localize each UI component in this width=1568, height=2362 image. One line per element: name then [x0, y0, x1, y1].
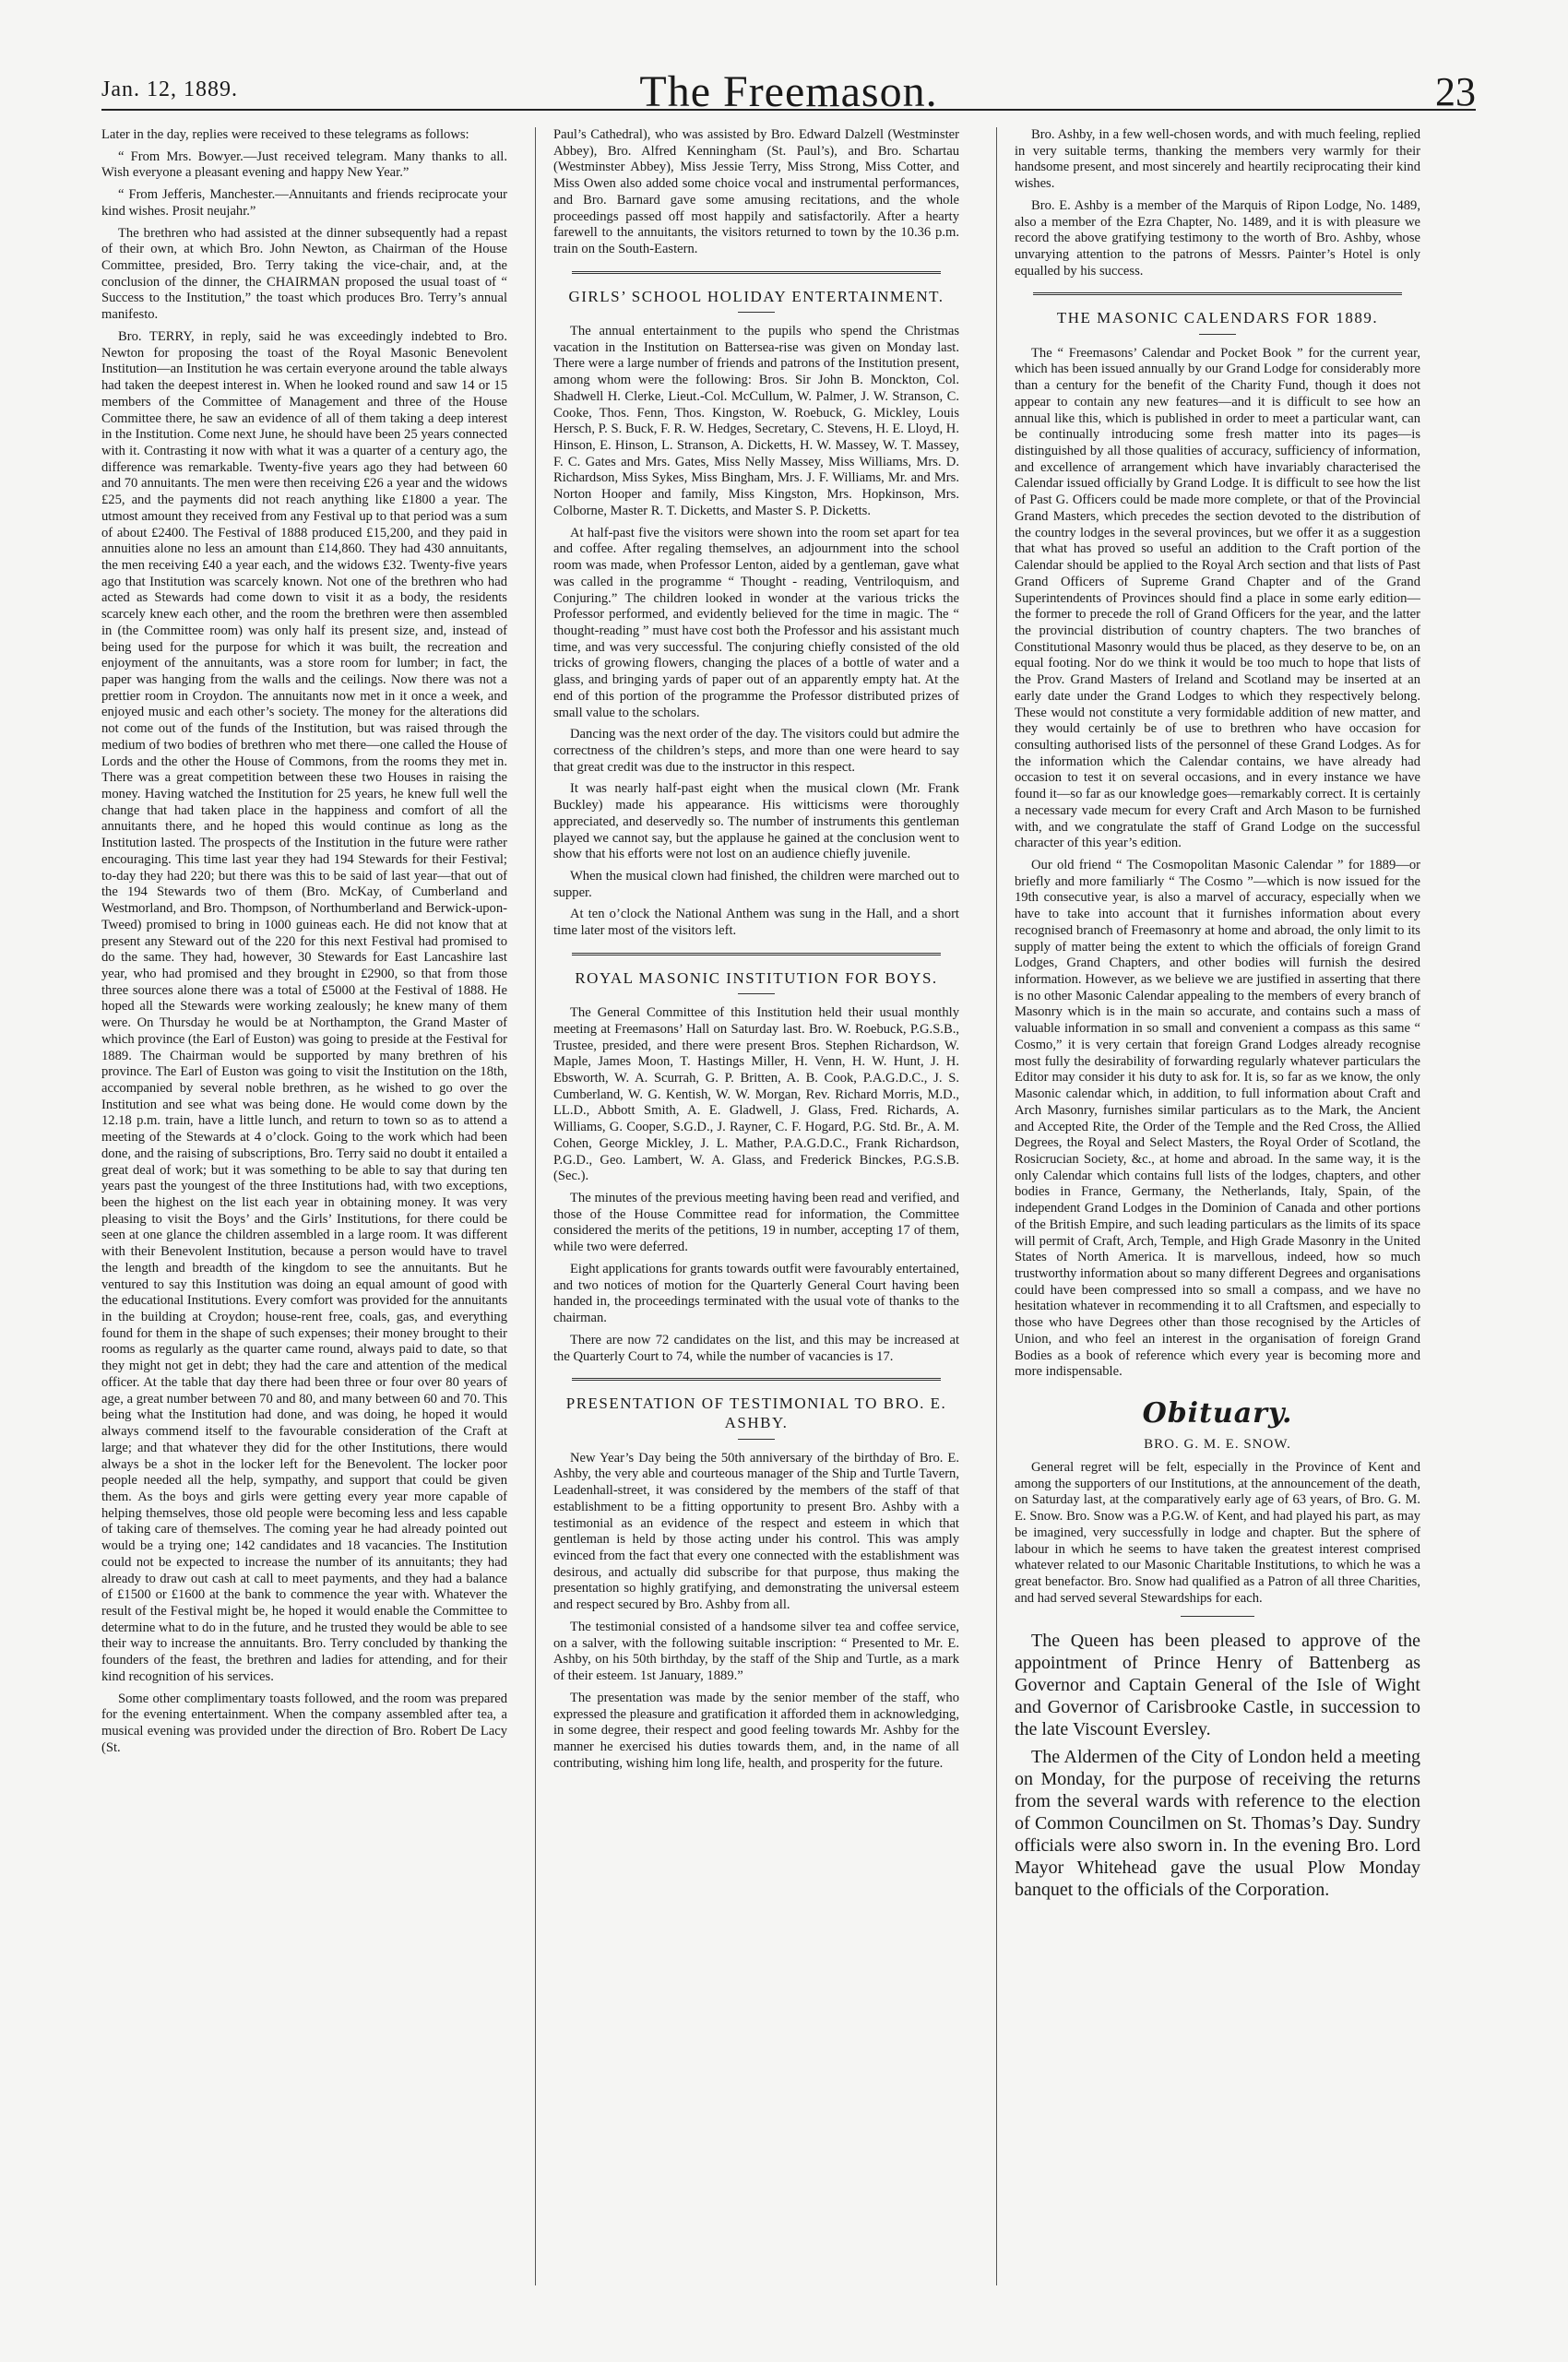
masthead — [101, 66, 1476, 122]
article-paragraph: Bro. E. Ashby is a member of the Marquis of Ripon Lodge, No. 1489, also a member of the Ezra Chapter, No. 1489, and it is with pleasure we record the above gratifying testimony to the worth of Bro. Ashby, whose unvarying attention to the patrons of Messrs. Painter’s Hotel is only equalled by his success. — [1015, 197, 1420, 279]
article-paragraph: The brethren who had assisted at the dinner subsequently had a repast of their own, at which Bro. John Newton, as Chairman of the House Committee, presided, Bro. Terry taking the vice-chair, and, at the conclusion of the dinner, the CHAIRMAN proposed the usual toast of “ Success to the Institution,” the toast which produces Bro. Terry’s annual manifesto. — [101, 225, 507, 323]
news-item-aldermen: The Aldermen of the City of London held a meeting on Monday, for the purpose of receiving the returns from the several wards with reference to the election of Common Councilmen on St. Thomas’s Day. Sundry officials were also sworn in. In the evening Bro. Lord Mayor Whitehead gave the usual Plow Monday banquet to the officials of the Corporation. — [1015, 1747, 1420, 1901]
article-paragraph: There are now 72 candidates on the list, and this may be increased at the Quarterly Court to 74, while the number of vacancies is 17. — [553, 1332, 959, 1364]
newspaper-title: The Freemason. — [639, 67, 938, 116]
section-divider — [1033, 292, 1402, 295]
news-item-queen: The Queen has been pleased to approve of the appointment of Prince Henry of Battenberg as Governor and Captain General of the Isle of Wight and Governor of Carisbrooke Castle, in succession to the late Viscount Eversley. — [1015, 1631, 1420, 1740]
article-paragraph: New Year’s Day being the 50th anniversary of the birthday of Bro. E. Ashby, the very able and courteous manager of the Ship and Turtle Tavern, Leadenhall-street, it was considered by the members of the staff of that establishment to be a fitting opportunity to present Bro. Ashby with a testimonial as an evidence of the respect and esteem in which that gentleman is held by those acting under his control. This was amply evinced from the fact that every one connected with the establishment was desirous, and actually did subscribe for that purpose, thus making the presentation so highly gratifying, and demonstrating the universal esteem and respect secured by Bro. Ashby from all. — [553, 1450, 959, 1613]
article-paragraph: Later in the day, replies were received to these telegrams as follows: — [101, 127, 469, 142]
masthead-rule — [101, 109, 1476, 111]
article-paragraph: Dancing was the next order of the day. The visitors could but admire the correctness of the children’s steps, and more than one were heard to say that great credit was due to the instructor in this respect. — [553, 727, 959, 775]
section-heading-boys-institution: ROYAL MASONIC INSTITUTION FOR BOYS. — [575, 968, 938, 987]
article-paragraph: At half-past five the visitors were shown into the room set apart for tea and coffee. After regaling themselves, an adjournment into the school room was made, when Professor Lenton, aided by a gentleman, gave what was called in the programme “ Thought - reading, Ventriloquism, and Conjuring.” The children looked in wonder at the various tricks the Professor performed, and evidently believed for the time in magic. The “ thought-reading ” must have cost both the Professor and his assistant much time, and was very successful. The conjuring chiefly consisted of the old tricks of growing flowers, changing the places of a bottle of water and a glass, and bringing yards of paper out of an apparently empty hat. At the end of this portion of the programme the Professor distributed prizes of small value to the scholars. — [553, 525, 959, 720]
column-2 — [553, 127, 959, 2285]
section-divider — [572, 1378, 941, 1381]
section-divider — [572, 953, 941, 955]
article-paragraph: Eight applications for grants towards outfit were favourably entertained, and two notices of motion for the Quarterly General Court having been handed in, the proceedings terminated with the usual vote of thanks to the chairman. — [553, 1261, 959, 1326]
article-paragraph: The annual entertainment to the pupils who spend the Christmas vacation in the Institution on Battersea-rise was given on Monday last. There were a large number of friends and patrons of the Institution present, among whom were the following: Bros. Sir John B. Monckton, Col. Shadwell H. Clerke, Lieut.-Col. McCullum, W. Palmer, J. W. Stranson, C. Cooke, Thos. Fenn, Thos. Kingston, W. Roebuck, G. Mickley, Louis Hersch, P. S. Buck, F. R. W. Hedges, Secretary, C. Stevens, H. E. Lloyd, H. Hinson, E. Hinson, L. Stranson, A. Dicketts, H. W. Massey, W. T. Massey, F. C. Gates and Mrs. Gates, Miss Nelly Massey, Miss Williams, Mrs. D. Richardson, Miss Sykes, Miss Bingham, Mrs. J. F. Williams, Mr. and Mrs. Norton Hooper and family, Miss Kingston, Mrs. Hopkinson, Mrs. Colborne, Master R. T. Dicketts, and Master S. P. Dicketts. — [553, 324, 959, 518]
column-1 — [101, 127, 507, 2285]
article-paragraph: The General Committee of this Institution held their usual monthly meeting at Freemasons’ Hall on Saturday last. Bro. W. Roebuck, P.G.S.B., Trustee, presided, and there were present Bros. Stephen Richardson, W. Maple, James Moon, T. Hastings Miller, H. Venn, H. W. Hunt, J. H. Ebsworth, W. A. Scurrah, G. P. Britten, A. B. Cook, P.A.G.D.C., J. S. Cumberland, W. G. Kentish, W. W. Morgan, Rev. Richard Morris, M.D., LL.D., Abbott Smith, A. E. Gladwell, J. Glass, Fred. Richards, A. Williams, G. Cooper, S.G.D., J. Rayner, C. F. Hogard, P.G. Std. Br., A. M. Cohen, George Mickley, J. L. Mather, P.A.G.D.C., Frank Richardson, P.G.D., Geo. Lambert, W. A. Glass, and Frederick Binckes, P.G.S.B. (Sec.). — [553, 1005, 959, 1184]
section-heading-girls-school: GIRLS’ SCHOOL HOLIDAY ENTERTAINMENT. — [568, 287, 944, 305]
section-heading-masonic-calendars: THE MASONIC CALENDARS FOR 1889. — [1056, 309, 1379, 327]
heading-rule — [1199, 334, 1236, 335]
article-paragraph: At ten o’clock the National Anthem was sung in the Hall, and a short time later most of the visitors left. — [553, 907, 959, 939]
telegram-quote: “ From Mrs. Bowyer.—Just received telegram. Many thanks to all. Wish everyone a pleasant evening and happy New Year.” — [101, 148, 507, 181]
column-3 — [1015, 127, 1420, 2285]
article-paragraph: The minutes of the previous meeting having been read and verified, and those of the House Committee read for information, the Committee considered the merits of the petitions, 19 in number, accepting 17 of them, while two were deferred. — [553, 1191, 959, 1255]
telegram-quote: “ From Jefferis, Manchester.—Annuitants and friends reciprocate your kind wishes. Prosit neujahr.” — [101, 187, 507, 219]
heading-rule — [738, 993, 775, 994]
article-paragraph: It was nearly half-past eight when the musical clown (Mr. Frank Buckley) made his appearance. His witticisms were thoroughly appreciated, and deservedly so. The number of instruments this gentleman played we cannot say, but the applause he gained at the conclusion went to show that his efforts were not lost on an audience chiefly juvenile. — [553, 781, 959, 862]
heading-rule — [738, 312, 775, 313]
heading-rule — [738, 1439, 775, 1440]
article-paragraph: Paul’s Cathedral), who was assisted by Bro. Edward Dalzell (Westminster Abbey), Bro. Alfred Kenningham (St. Paul’s), and Bro. Schartau (Westminster Abbey), Miss Jessie Terry, Miss Strong, Miss Cotter, and Miss Owen also added some choice vocal and instrumental performances, and Bro. Barnard gave some amusing recitations, and the whole proceedings passed off most happily and satisfactorily. After a hearty farewell to the annuitants, the visitors returned to town by the 10.36 p.m. train on the South-Eastern. — [553, 127, 959, 257]
article-paragraph: General regret will be felt, especially in the Province of Kent and among the supporters of our Institutions, at the announcement of the death, on Saturday last, at the comparatively early age of 63 years, of Bro. G. M. E. Snow. Bro. Snow was a P.G.W. of Kent, and had played his part, as may be imagined, very successfully in lodge and chapter. But the sphere of labour in which he seems to have taken the greatest interest comprised whatever related to our Masonic Charitable Institutions, to which he was a great benefactor. Bro. Snow had qualified as a Patron of all three Charities, and had served several Stewardships for each. — [1015, 1460, 1420, 1606]
article-paragraph: The testimonial consisted of a handsome silver tea and coffee service, on a salver, with the following suitable inscription: “ Presented to Mr. E. Ashby, on his 50th birthday, by the staff of the Ship and Turtle, as a mark of their esteem. 1st January, 1889.” — [553, 1619, 959, 1684]
section-heading-ashby-testimonial: PRESENTATION OF TESTIMONIAL TO BRO. E. ASHBY. — [565, 1395, 947, 1432]
article-paragraph: The presentation was made by the senior member of the staff, who expressed the pleasure and gratification it afforded them in acknowledging, in some degree, their respect and good feeling towards Mr. Ashby for the manner he exercised his duties towards them, and, in the name of all contributing, wishing him long life, health, and prosperity for the future. — [553, 1690, 959, 1771]
section-divider — [1181, 1616, 1254, 1617]
article-paragraph: Some other complimentary toasts followed, and the room was prepared for the evening entertainment. When the company assembled after tea, a musical evening was provided under the direction of Bro. Robert De Lacy (St. — [101, 1691, 507, 1755]
issue-date: Jan. 12, 1889. — [101, 77, 238, 101]
section-divider — [572, 271, 941, 274]
page-number: 23 — [1435, 69, 1476, 114]
column-divider — [996, 127, 997, 2285]
article-paragraph: Our old friend “ The Cosmopolitan Masonic Calendar ” for 1889—or briefly and more familiarly “ The Cosmo ”—which is now issued for the 19th consecutive year, is also a marvel of accuracy, especially when we have to take into account that it furnishes information about every recognised branch of Freemasonry at home and abroad, the only limit to its supply of matter being the extent to which the officials of foreign Grand Lodges, Grand Chapters, and other bodies will furnish the desired information. However, as we believe we are justified in asserting that there is no other Masonic Calendar appealing to the members of every branch of Masonry which is in the main so accurate, and contains such a mass of valuable information in so small and convenient a compass as this same “ Cosmo,” it is very certain that foreign Grand Lodges already recognise most fully the desirability of forwarding regularly whatever particulars the Editor may consider it his duty to ask for. It is, so far as we know, the only Masonic calendar which, in addition, to full information about Craft and Arch Masonry, furnishes similar particulars as to the Mark, the Ancient and Accepted Rite, the Order of the Temple and the Red Cross, the Allied Degrees, the Royal and Select Masters, the Royal Order of Scotland, the Rosicrucian Society, &c., at home and abroad. In the same way, it is the only Calendar which contains full lists of the lodges, chapters, and other bodies in France, Germany, the Netherlands, Italy, Spain, of the independent Grand Lodges in the Dominion of Canada and other portions of the British Empire, and such leading particulars as the limits of its space will permit of Craft, Arch, Temple, and High Grade Masonry in the United States of North America. It is marvellous, indeed, how so much trustworthy information about so many different Degrees and organisations could have been compressed into so small a compass, and we have no hesitation whatever in recommending it to all Craftsmen, and especially to those who have Degrees other than those recognised by the Articles of Union, and who feel an interest in the organisation of foreign Grand Bodies as a book of reference which every year is becoming more and more indispensable. — [1015, 858, 1420, 1380]
column-divider — [535, 127, 536, 2285]
article-paragraph: Bro. Ashby, in a few well-chosen words, and with much feeling, replied in very suitable terms, thanking the members very warmly for their handsome present, and most sincerely and heartily reciprocating their kind wishes. — [1015, 127, 1420, 192]
article-paragraph: When the musical clown had finished, the children were marched out to supper. — [553, 869, 959, 900]
obituary-subheading: BRO. G. M. E. SNOW. — [1144, 1437, 1291, 1452]
obituary-heading: Obituary. — [1142, 1397, 1293, 1430]
article-paragraph: The “ Freemasons’ Calendar and Pocket Book ” for the current year, which has been issued annually by our Grand Lodge for considerably more than a century for the benefit of the Charity Fund, though it does not appear to contain any new features—and it is difficult to see how an annual like this, which is published in order to meet a particular want, can be continually introducing some fresh matter into its pages—is distinguished by all those qualities of accuracy, sufficiency of information, and excellence of arrangement which have invariably characterised the Calendar issued officially by Grand Lodge. It is difficult to see how the list of Past G. Officers could be made more complete, or that of the Provincial Grand Masters, which precedes the section devoted to the distribution of the country lodges in the several provinces, but we offer it as a suggestion that what has proved so useful an addition to the Craft portion of the Calendar should be applied to the Royal Arch section and that lists of Past Grand Officers of Supreme Grand Chapter and of the Grand Superintendents of Provinces should find a place in some early edition—the former to precede the roll of Grand Officers for the year, and the latter the provincial distribution of country chapters. The two branches of Constitutional Masonry would thus be placed, as they deserve to be, on an equal footing. Nor do we think it would be too much to hope that lists of the Prov. Grand Masters of Ireland and Scotland may be inserted at an early date under the Grand Lodges to which they respectively belong. These would not constitute a very formidable addition of new matter, and they would certainly be of use to brethren who have occasion for consulting authorised lists of the personnel of these Grand Lodges. As for the information which the Calendar contains, we have already had occasion to test it on several occasions, and in every instance we have found it—so far as our knowledge goes—remarkably correct. It is certainly a necessary vade mecum for every Craft and Arch Mason to be furnished with, and we congratulate the staff of Grand Lodge on the successful character of this year’s edition. — [1015, 345, 1420, 851]
article-paragraph: Bro. TERRY, in reply, said he was exceedingly indebted to Bro. Newton for proposing the toast of the Royal Masonic Benevolent Institution—an Institution he was certain everyone around the table always had taken the deepest interest in. When he looked round and saw 14 or 15 members of the Committee of Management and three of the House Committee there, he saw an evidence of all of them taking a deep interest in the Institution. Come next June, he should have been 25 years connected with it. Contrasting it now with what it was a quarter of a century ago, the difference was remarkable. Twenty-five years ago they had between 60 and 70 annuitants. The men were then receiving £26 a year and the widows £25, and the payments did not reach anything like £1800 a year. The utmost amount they received from any Festival up to that period was a sum of about £2400. The Festival of 1888 produced £15,200, and they paid in annuities alone no less an amount than £14,860. They had 430 annuitants, the men receiving £40 a year each, and the widows £32. Twenty-five years ago that Institution was scarcely known. Not one of the brethren who had acted as Stewards had come down to visit it as a body, the residents scarcely knew each other, and the room the brethren were then assembled in (the Committee room) was only half its present size, and, instead of being used for the purpose for which it was built, the recreation and enjoyment of the annuitants, was a store room for lumber; in fact, the paper was hanging from the walls and the ceilings. Now there was not a prettier room in Croydon. The annuitants now met in it once a week, and enjoyed music and each other’s society. The money for the alterations did not come out of the funds of the Institution, but was raised through the medium of two bodies of brethren who met there—one called the House of Lords and the other the House of Commons, from the rooms they met in. There was a great competition between these two Houses in raising the money. Having watched the Institution for 25 years, he knew full well the change that had taken place in the happiness and comfort of all the annuitants there, and he hoped this would continue as long as the Institution lasted. The prospects of the Institution in the future were rather encouraging. This time last year they had 194 Stewards for their Festival; to-day they had 220; but there was this to be said of last year—that out of the 194 Stewards two of them (Bro. McKay, of Cumberland and Westmorland, and Bro. Thompson, of Northumberland and Berwick-upon-Tweed) promised to bring in 1000 guineas each. He did not know that at present any Steward out of the 220 for this next Festival had promised to do the same. They had, however, 30 Stewards for East Lancashire last year, who had promised and they brought in £2900, so that from those three sources alone there was a total of £5000 at the Festival of 1888. He hoped all the Stewards were working zealously; he knew many of them were. On Thursday he would be at Northampton, the Grand Master of which province (the Earl of Euston) was going to preside at the Festival for 1889. The Chairman would be supported by many brethren of his province. The Earl of Euston was going to visit the Institution on the 18th, accompanied by several noble brethren, as he wished to go over the Institution and see what was being done. He would come down by the 12.18 p.m. train, have a little lunch, and return to town so as to attend a meeting of the Stewards at 4 o’clock. Going to the work which had been done, and the raising of subscriptions, Bro. Terry said no doubt it entailed a great deal of work; but it was something to be able to say that during ten years past the youngest of the three Institutions had, with two exceptions, been the highest on the list each year in obtaining money. It was very pleasing to visit the Boys’ and the Girls’ Institutions, for there could be seen at one glance the children assembled in a large room. It was different with their Benevolent Institution, because a person would have to travel the length and breadth of the kingdom to see the annuitants. But he ventured to say this Institution was doing an equal amount of good with the educational Institutions. Every comfort was provided for the annuitants in the building at Croydon; house-rent free, coals, gas, and everything found for them in the shape of such expenses; their money brought to their rooms as regularly as the quarter came round, always paid to date, so that they might not get in debt; they had the care and attention of the medical officer. At the table that day there had been three or four over 80 years of age, a great number between 70 and 80, and many between 60 and 70. This being what the Institution had done, and was doing, he hoped it would always commend itself to the favourable consideration of the Craft at large; and that whatever they did for the other Institutions, there would always be a shot in the locker left for the Benevolent. The locker poor people needed all the help, sympathy, and support that could be given them. As the boys and girls were getting every year more capable of helping themselves, those old people were becoming less and less capable of taking care of themselves. The coming year he had already pointed out would be a trying one; 142 candidates and 18 vacancies. The Institution could not be expected to increase the number of its annuitants; they had already to draw out cash at call to meet payments, and they had a balance of £1500 or £1600 at the bank to commence the year with. Whatever the result of the Festival might be, he hoped it would enable the Committee to determine what to do in the future, and he trusted they would be able to see their way to increase the annuitants. Bro. Terry concluded by thanking the founders of the feast, the brethren and ladies for attending, and for their kind recognition of his services. — [101, 328, 507, 1684]
